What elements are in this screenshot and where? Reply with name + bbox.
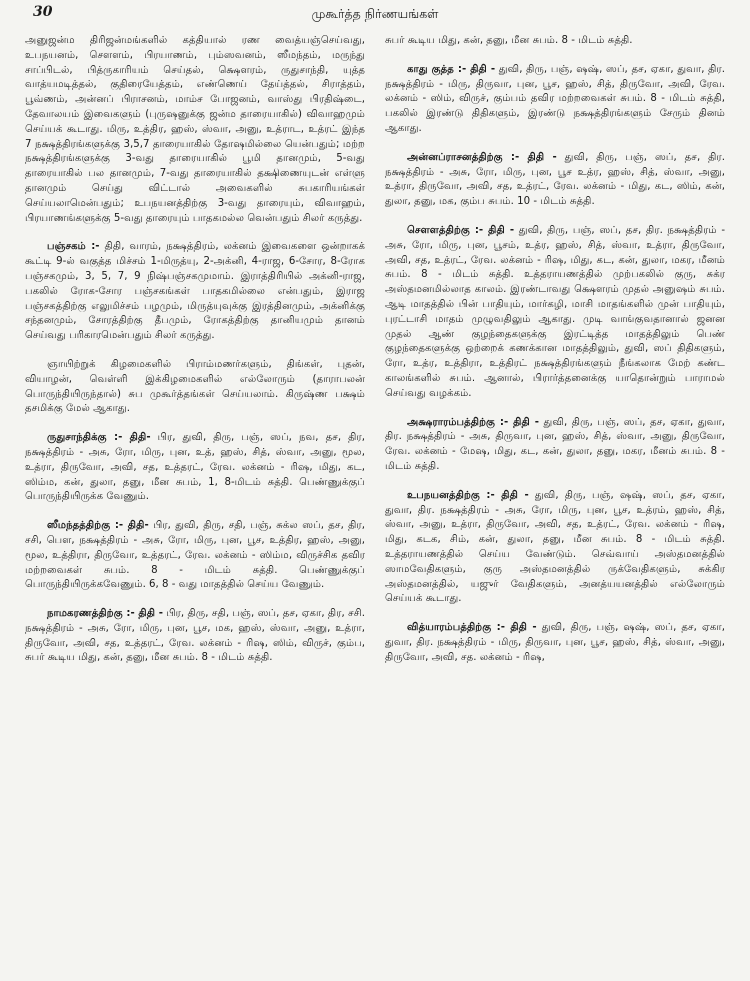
section-heading: அக்ஷராரம்பத்திற்கு :- திதி - [407,416,539,428]
paragraph-text: துவி, திரு, பஞ், ஷஷ், ஸப், தச, ஏகா, துவா, திர. நக்ஷத்திரம் - மிரு, திருவா, புன, பூச, ஹஸ், சித், திருவோ, அவி, ரேவ. லக்னம் - ஸிம், விருச், கும்பம் தவிர மற்றவைகள் சுபம். 8 - மிடம் சுத்தி, பகலில் இரண்டு திதிகளும், இரண்டு நக்ஷத்திரங்களும் சேரும் தினம் ஆகாது. [385,63,725,134]
paragraph-text: திதி, வாரம், நக்ஷத்திரம், லக்னம் இவைகளை ஒன்றாகக் கூட்டி 9-ல் வகுத்த மிச்சம் 1-மிருத்யு, 2-அக்னி, 4-ராஜ, 6-சோர, 8-ரோக பஞ்சகமும், 3, 5, 7, 9 நிஷ்பஞ்சகமுமாம். இராத்திரியில் அக்னி-ராஜ, பகலில் ரோக-சோர பஞ்சகங்கள் பாதகமில்லை என்பதும், இராஜ பஞ்சகத்திற்கு எலுமிச்சம் பழமும், மிருத்யுவுக்கு இரத்தினமும், அக்னிக்கு சந்தனமும், சோரத்திற்கு தீபமும், ரோகத்திற்கு தானியமும் தானம் செய்வது பரிகாரமென்பதும் சிலர் கருத்து. [25,241,365,342]
paragraph [385,63,725,137]
paragraph [385,621,725,665]
paragraph-text: துவி, திரு, பஞ், ஸப், தச, ஏகா, துவா, திர. நக்ஷத்திரம் - அசு, திருவா, புன, ஹஸ், சித், ஸ்வா, அனு, திருவோ, ரேவ. லக்னம் - மேஷ, மிது, கட, கன், துலா, தனு, மகர, மீனம் சுபம். 8 - மிடம் சுத்தி. [385,416,725,472]
section-heading: ஸீமந்தத்திற்கு :- திதி- [47,520,149,532]
paragraph [385,489,725,607]
paragraph [385,34,725,49]
paragraph-text: துவி, திரு, பஞ், ஸப், தச, திர. நக்ஷத்திரம் - அசு, ரோ, மிரு, புன, பூச உத்ர, ஹஸ், சித், ஸ்வா, அனு, உத்ரா, திருவோ, அவி, சத, உத்ரட், ரேவ. லக்னம் - மிது, கட, ஸிம், கன், துலா, தனு, மக, கும்ப சுபம். 10 - மிடம் சுத்தி. [385,151,725,208]
paragraph-text: ஞாயிற்றுக் கிழமைகளில் பிராம்மணர்களும், திங்கள், புதன், வியாழன், வெள்ளி இக்கிழமைகளில் எல்லோரும் (தாராபலன் பொருந்தியிருந்தால்) சுப முகூர்த்தங்கள் செய்யலாம். கிருஷ்ண பக்ஷம் தசமிக்கு மேல் ஆகாது. [25,358,365,415]
left-column [25,34,365,978]
paragraph [25,607,365,666]
paragraph-text: துவி, திரு, பஞ், ஷஷ், ஸப், தச, ஏகா, துவா, திர. நக்ஷத்திரம் - அசு, ரோ, மிரு, புன, பூச, உத்ரம், ஹஸ், சித், ஸ்வா, அனு, உத்ரா, திருவோ, அவி, சத, உத்ரட், ரேவ. லக்னம் - ரிஷ, மிது, கடக, சிம், கன், துலா, தனு, மீன சுபம். 8 - மிடம் சுத்தி. உத்தராயணத்தில் செய்ய வேண்டும். செவ்வாய் அஸ்தமனத்தில் ஸாமவேதிகளும், குரு அஸ்தமனத்தில் ருக்வேதிகளும், சுக்கிர அஸ்தமனத்தில், யஜுர் வேதிகளும், அனத்யயனத்தில் எல்லோரும் செய்யக் கூடாது. [385,489,725,605]
paragraph-text: துவி, திரு, பஞ், ஷஷ், ஸப், தச, ஏகா, துவா, திர. நக்ஷத்திரம் - மிரு, திருவா, புன, பூச, ஹஸ், சித், ஸ்வா, அனு, திருவோ, அவி, சத. லக்னம் - ரிஷ, [385,622,725,663]
section-heading: சௌளத்திற்கு :- திதி - [407,224,515,236]
section-heading: நாமகரணத்திற்கு :- திதி - [47,608,163,620]
paragraph [25,519,365,593]
section-heading: பஞ்சகம் :- [47,241,100,253]
section-heading: ருதுசாந்திக்கு :- திதி- [47,432,151,444]
section-heading: உபநயனத்திற்கு :- திதி - [407,489,529,501]
paragraph [385,151,725,210]
page-number: 30 [33,4,53,20]
paragraph-text: துவி, திரு, பஞ், ஸப், தச, திர. நக்ஷத்திரம் - அசு, ரோ, மிரு, புன, பூசம், உத்ர, ஹஸ், சித், ஸ்வா, உத்ரா, திருவோ, அவி, சத, உத்ரட், ரேவ. லக்னம் - ரிஷ, மிது, கட, கன், துலா, மகர, மீனம் சுபம். 8 - மிடம் சுத்தி. உத்தராயணத்தில் முற்பகலில் குரு, சுக்ர அஸ்தமனமில்லாத காலம். இரண்டாவது க்ஷௌரம் முதல் அனுஷம் சுபம். ஆடி மாதத்தில் பின் பாதியும், மார்கழி, மாசி மாதங்களில் முன் பாதியும், புரட்டாசி மாதம் முழுவதிலும் ஆகாது. முடி வாங்குவதானால் ஜனன முதல் ஆண் குழந்தைகளுக்கு இரட்டித்த மாதத்திலும் பெண் குழந்தைகளுக்கு ஒற்றைக் கணக்கான மாதத்திலும், துவி, ஸப் திதிகளும், ரோ, உத்ர, உத்திரா, உத்திரட் நக்ஷத்திரங்களும் நீங்கலாக மேற் கண்ட காலங்களில் சுபம். ஆனால், பிரார்த்தனைக்கு யாதொன்றும் பாராமல் செய்வது வழக்கம். [385,224,725,399]
paragraph [25,34,365,226]
paragraph [385,224,725,402]
page-header [0,0,750,36]
running-title: முகூர்த்த நிர்ணயங்கள் [311,6,439,21]
section-heading: வித்யாரம்பத்திற்கு :- திதி - [407,622,537,634]
paragraph [25,240,365,344]
paragraph-text: அனுஜன்ம திரிஜன்மங்களில் கத்தியால் ரண வைத்யஞ்செய்வது, உபநயனம், சௌளம், பிரயாணம், பும்ஸவனம், ஸீமந்தம், மருந்து சாப்பிடல், பித்ருகாரியம் செய்தல், க்ஷௌரம், ருதுசாந்தி, யுத்த வாத்யமடித்தல், குதிரையேத்தம், எண்ணெய் தேய்த்தல், சிராத்தம், பூவ்ணம், அன்னப் பிராசனம், மாம்ச போஜனம், வாஸ்து பிரதிஷ்டை, தேவாலயம் இவைகளும் (புருஷனுக்கு ஜன்ம தாரையாகில்) விவாஹமும் செய்யக் கூடாது. மிரு, உத்திர, ஹஸ், ஸ்வா, அனு, உத்ராட, உத்ரட் இந்த 7 நக்ஷத்திரங்களுக்கு 3,5,7 தாரையாகில் தோஷமில்லை யென்பதும்; மற்ற நக்ஷத்திரங்களுக்கு 3-வது தாரையாகில் பூமி தானமும், 5-வது தாரையாகில் பல தானமும், 7-வது தாரையாகில் தக்ஷிணையுடன் எள்ளு தானமும் செய்து விட்டால் அவைகளில் சுபகாரியங்கள் செய்யலாமென்பதும்; உபநயனத்திற்கு 3-வது தாரையும், விவாஹம், பிரயாணங்களுக்கு 5-வது தாரையும் பாதகமல்ல வென்பதும் சிலர் கருத்து. [25,35,365,224]
right-column [385,34,725,978]
paragraph-text: பிர, துவி, திரு, சதி, பஞ், சுக்ல ஸப், தச, திர, சசி, பௌ, நக்ஷத்திரம் - அசு, ரோ, மிரு, புன, பூச, உத்திர, ஹஸ், அனு, மூல, உத்திரா, திருவோ, உத்தரட், ரேவ. லக்னம் - ஸிம்ம, விருச்சிக தவிர மற்றவைகள் சுபம். 8 - மிடம் சுத்தி. பெண்ணுக்குப் பொருந்தியிருக்கவேணும். 6, 8 - வது மாதத்தில் செய்ய வேணும். [25,520,365,591]
paragraph-text: பிர, துவி, திரு, பஞ், ஸப், நவ, தச, திர, நக்ஷத்திரம் - அசு, ரோ, மிரு, புன, உத், ஹஸ், சித், ஸ்வா, அனு, மூல, உத்ரா, திருவோ, அவி, சத, உத்தரட், ரேவ. லக்னம் - ரிஷ, மிது, கட, ஸிம்ம, கன், துலா, தனு, மீன சுபம், 1, 8-மிடம் சுத்தி. பெண்ணுக்குப் பொருந்தியிருக்க வேணும். [25,432,365,503]
paragraph [25,358,365,417]
paragraph [25,431,365,505]
section-heading: காது குத்த :- திதி - [407,63,496,75]
paragraph [385,416,725,475]
section-heading: அன்னப்ராசனத்திற்கு :- திதி - [407,151,557,163]
paragraph-text: பிர, திரு, சதி, பஞ், ஸப், தச, ஏகா, திர, சசி. நக்ஷத்திரம் - அசு, ரோ, மிரு, புன, பூச, மக, ஹஸ், ஸ்வா, அனு, உத்ரா, திருவோ, அவி, சத, உத்தரட், ரேவ. லக்னம் - ரிஷ, ஸிம், விருச், கும்ப, சுபர் கூடிய மிது, கன், தனு, மீன சுபம். 8 - மிடம் சுத்தி. [25,608,365,664]
paragraph-text: சுபர் கூடிய மிது, கன், தனு, மீன சுபம். 8 - மிடம் சுத்தி. [385,35,633,46]
